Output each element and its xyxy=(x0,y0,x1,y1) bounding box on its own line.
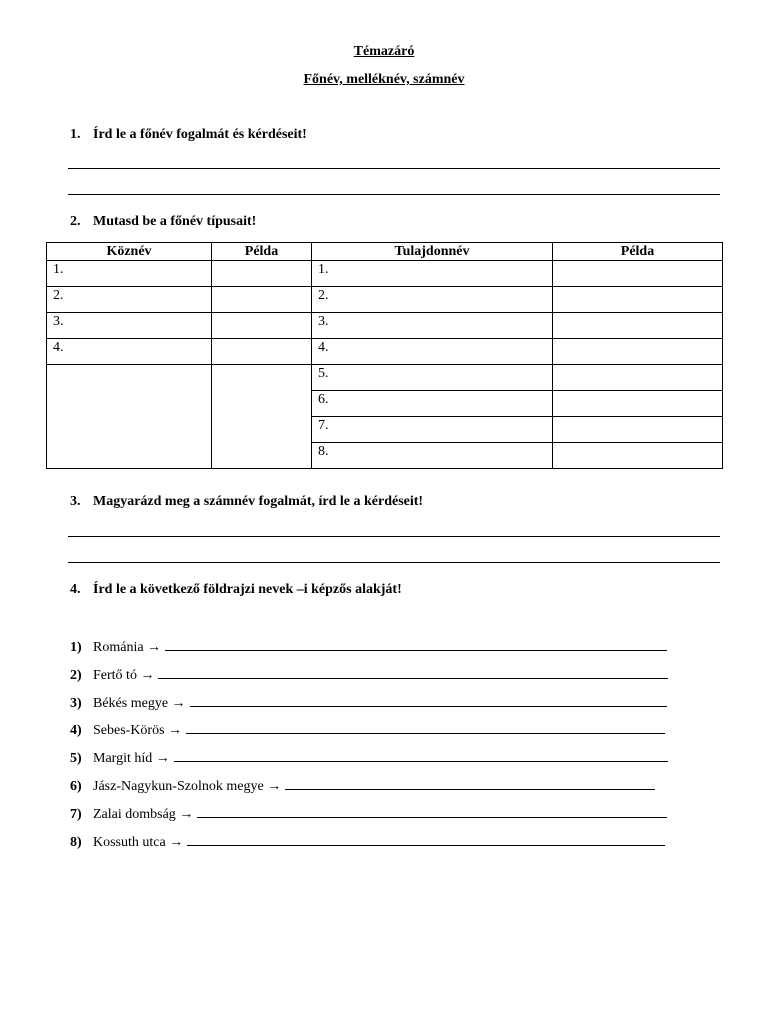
example-cell[interactable] xyxy=(553,365,723,391)
question-number: 3. xyxy=(70,494,81,509)
table-row xyxy=(47,261,723,287)
exercise-item xyxy=(70,833,665,851)
table-row xyxy=(47,339,723,365)
place-name: Békés megye xyxy=(93,696,169,711)
question-1 xyxy=(70,127,307,143)
example-cell[interactable] xyxy=(553,443,723,469)
place-name: Fertő tó xyxy=(93,668,137,683)
answer-blank[interactable] xyxy=(197,805,667,818)
table-row xyxy=(47,313,723,339)
example-cell[interactable] xyxy=(553,417,723,443)
arrow-right-icon: → xyxy=(155,751,170,766)
question-number: 1. xyxy=(70,127,81,142)
answer-blank[interactable] xyxy=(158,666,668,679)
example-cell[interactable] xyxy=(212,287,312,313)
example-cell[interactable] xyxy=(553,339,723,365)
arrow-right-icon: → xyxy=(168,723,183,738)
question-2 xyxy=(70,214,256,230)
answer-blank[interactable] xyxy=(186,721,665,734)
table-header-row xyxy=(47,243,723,261)
exercise-number: 6) xyxy=(70,779,82,794)
exercise-number: 3) xyxy=(70,696,82,711)
exercise-item xyxy=(70,805,667,823)
answer-line[interactable] xyxy=(68,536,720,537)
example-cell[interactable] xyxy=(553,391,723,417)
proper-noun-cell[interactable]: 6. xyxy=(312,391,553,417)
arrow-right-icon: → xyxy=(140,668,155,683)
exercise-item xyxy=(70,694,667,712)
header-common-noun: Köznév xyxy=(47,243,212,261)
table-row xyxy=(47,365,723,391)
answer-blank[interactable] xyxy=(187,833,665,846)
proper-noun-cell[interactable]: 1. xyxy=(312,261,553,287)
page-title: Témazáró xyxy=(353,44,415,59)
example-cell[interactable] xyxy=(553,287,723,313)
example-cell[interactable] xyxy=(212,313,312,339)
example-cell[interactable] xyxy=(212,339,312,365)
common-noun-cell[interactable]: 4. xyxy=(47,339,212,365)
proper-noun-cell[interactable]: 4. xyxy=(312,339,553,365)
arrow-right-icon: → xyxy=(179,807,194,822)
proper-noun-cell[interactable]: 7. xyxy=(312,417,553,443)
answer-line[interactable] xyxy=(68,168,720,169)
place-name: Sebes-Körös xyxy=(93,723,165,738)
arrow-right-icon: → xyxy=(147,640,162,655)
exercise-item xyxy=(70,749,668,767)
exercise-item xyxy=(70,666,668,684)
example-cell[interactable] xyxy=(553,261,723,287)
header-proper-noun: Tulajdonnév xyxy=(312,243,553,261)
answer-blank[interactable] xyxy=(165,638,667,651)
answer-line[interactable] xyxy=(68,562,720,563)
question-number: 4. xyxy=(70,582,81,597)
exercise-item xyxy=(70,721,665,739)
question-number: 2. xyxy=(70,214,81,229)
header-example: Példa xyxy=(553,243,723,261)
common-noun-cell[interactable]: 3. xyxy=(47,313,212,339)
place-name: Jász-Nagykun-Szolnok megye xyxy=(93,779,264,794)
common-noun-cell[interactable]: 2. xyxy=(47,287,212,313)
question-3 xyxy=(70,494,423,510)
question-text: Írd le a következő földrajzi nevek –i képzős alakját! xyxy=(93,582,402,597)
common-noun-empty-cell[interactable] xyxy=(47,365,212,469)
question-text: Írd le a főnév fogalmát és kérdéseit! xyxy=(93,127,307,142)
answer-blank[interactable] xyxy=(174,749,668,762)
answer-blank[interactable] xyxy=(190,694,667,707)
place-name: Zalai dombság xyxy=(93,807,176,822)
noun-types-table xyxy=(46,242,723,469)
table-row xyxy=(47,287,723,313)
question-text: Mutasd be a főnév típusait! xyxy=(93,214,257,229)
proper-noun-cell[interactable]: 5. xyxy=(312,365,553,391)
question-text: Magyarázd meg a számnév fogalmát, írd le a kérdéseit! xyxy=(93,494,424,509)
place-name: Kossuth utca xyxy=(93,835,166,850)
exercise-number: 8) xyxy=(70,835,82,850)
exercise-number: 4) xyxy=(70,723,82,738)
proper-noun-cell[interactable]: 2. xyxy=(312,287,553,313)
proper-noun-cell[interactable]: 8. xyxy=(312,443,553,469)
answer-line[interactable] xyxy=(68,194,720,195)
example-cell[interactable] xyxy=(553,313,723,339)
exercise-number: 7) xyxy=(70,807,82,822)
proper-noun-cell[interactable]: 3. xyxy=(312,313,553,339)
page-subtitle: Főnév, melléknév, számnév xyxy=(303,72,465,87)
header-example: Példa xyxy=(212,243,312,261)
place-name: Románia xyxy=(93,640,144,655)
arrow-right-icon: → xyxy=(171,696,186,711)
arrow-right-icon: → xyxy=(267,779,282,794)
exercise-number: 1) xyxy=(70,640,82,655)
example-empty-cell[interactable] xyxy=(212,365,312,469)
exercise-item xyxy=(70,638,667,656)
place-name: Margit híd xyxy=(93,751,153,766)
common-noun-cell[interactable]: 1. xyxy=(47,261,212,287)
example-cell[interactable] xyxy=(212,261,312,287)
exercise-item xyxy=(70,777,655,795)
question-4 xyxy=(70,582,402,598)
exercise-number: 5) xyxy=(70,751,82,766)
answer-blank[interactable] xyxy=(285,777,655,790)
arrow-right-icon: → xyxy=(169,835,184,850)
exercise-number: 2) xyxy=(70,668,82,683)
